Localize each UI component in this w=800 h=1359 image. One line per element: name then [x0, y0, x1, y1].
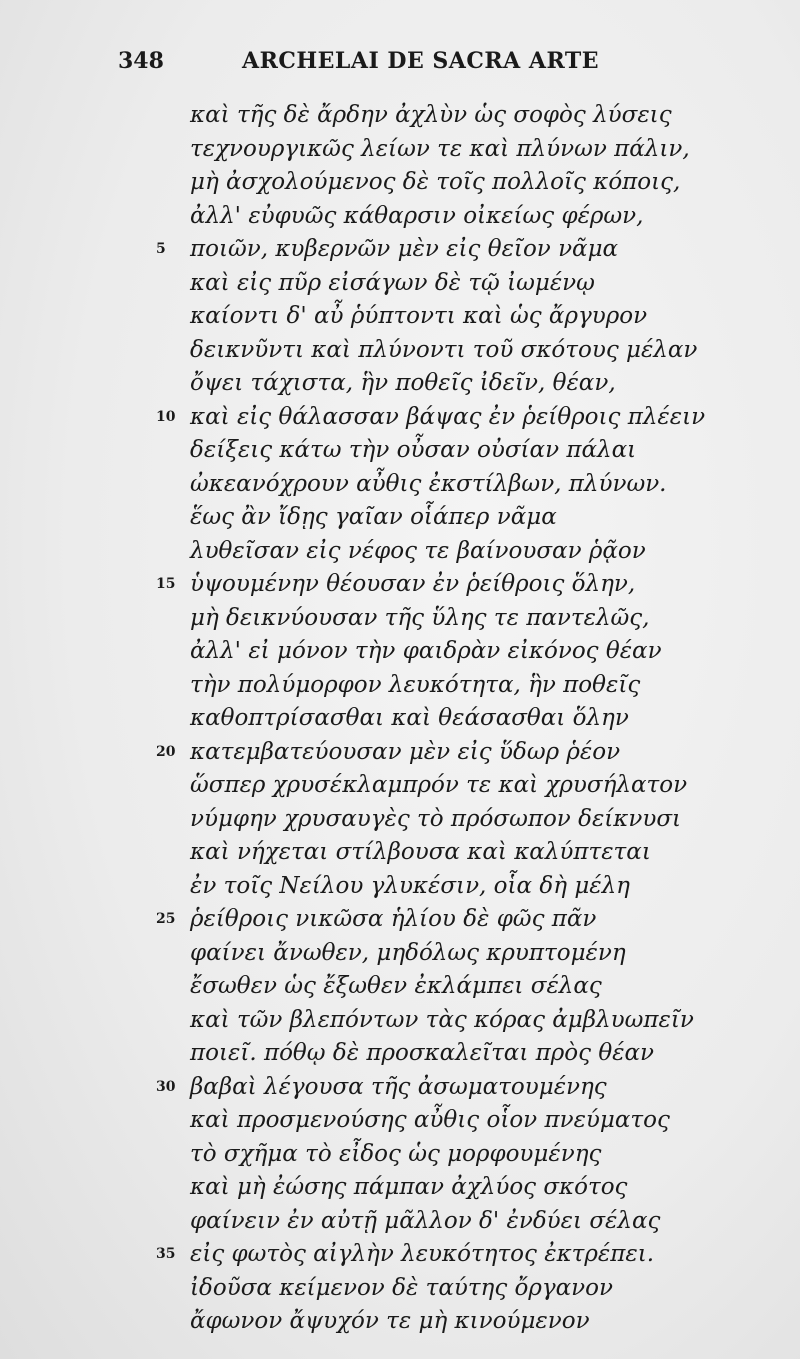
verse-text: καὶ μὴ ἐώσης πάμπαν ἀχλύος σκότος	[190, 1174, 628, 1200]
verse-line	[190, 165, 680, 199]
verse-line	[190, 701, 629, 735]
verse-line	[190, 366, 616, 400]
verse-text: ὠκεανόχρουν αὖθις ἐκστίλβων, πλύνων.	[190, 470, 667, 497]
verse-line	[190, 768, 687, 802]
verse-text: τεχνουργικῶς λείων τε καὶ πλύνων πάλιν,	[190, 135, 690, 162]
verse-text: ἄφωνον ἄψυχόν τε μὴ κινούμενον	[190, 1308, 590, 1334]
verse-text: νύμφην χρυσαυγὲς τὸ πρόσωπον δείκνυσι	[190, 805, 682, 832]
verse-text: κατεμβατεύουσαν μὲν εἰς ὕδωρ ῥέον	[190, 738, 621, 765]
verse-text: δεικνῦντι καὶ πλύνοντι τοῦ σκότους μέλαν	[190, 336, 698, 363]
verse-line	[190, 668, 640, 702]
verse-text: φαίνειν ἐν αὐτῇ μᾶλλον δ' ἐνδύει σέλας	[190, 1207, 661, 1234]
verse-text: καὶ τῶν βλεπόντων τὰς κόρας ἀμβλυωπεῖν	[190, 1006, 694, 1033]
line-number: 10	[156, 408, 176, 425]
verse-text: καὶ εἰς θάλασσαν βάψας ἐν ῥείθροις πλέειν	[190, 403, 706, 430]
verse-line	[190, 1036, 654, 1070]
verse-text: ῥείθροις νικῶσα ἡλίου δὲ φῶς πᾶν	[190, 906, 597, 932]
verse-line	[190, 299, 647, 333]
verse-line	[156, 567, 636, 601]
verse-line	[190, 433, 636, 467]
verse-line	[190, 969, 602, 1003]
verse-text: ἀλλ' εὐφυῶς κάθαρσιν οἰκείως φέρων,	[190, 202, 644, 229]
verse-text: ποιεῖ. πόθῳ δὲ προσκαλεῖται πρὸς θέαν	[190, 1040, 655, 1066]
running-title: ARCHELAI DE SACRA ARTE	[242, 48, 599, 74]
verse-text: εἰς φωτὸς αἰγλὴν λευκότητος ἐκτρέπει.	[190, 1241, 655, 1267]
verse-text: ὥσπερ χρυσέκλαμπρόν τε καὶ χρυσήλατον	[190, 772, 688, 798]
verse-text: καὶ νήχεται στίλβουσα καὶ καλύπτεται	[190, 839, 651, 865]
verse-line	[190, 601, 649, 635]
verse-line	[190, 936, 626, 970]
verse-text: τὴν πολύμορφον λευκότητα, ἣν ποθεῖς	[190, 671, 641, 698]
line-number: 35	[156, 1246, 176, 1262]
verse-text: ὄψει τάχιστα, ἣν ποθεῖς ἰδεῖν, θέαν,	[190, 370, 616, 396]
verse-line	[190, 132, 690, 166]
verse-line	[190, 333, 697, 367]
verse-text: φαίνει ἄνωθεν, μηδόλως κρυπτομένη	[190, 939, 626, 966]
verse-line	[190, 199, 643, 233]
verse-line	[190, 98, 672, 132]
line-number: 30	[156, 1078, 176, 1095]
verse-line	[190, 835, 651, 869]
verse-text: λυθεῖσαν εἰς νέφος τε βαίνουσαν ῥᾷον	[190, 537, 646, 564]
verse-text: ἐν τοῖς Νείλου γλυκέσιν, οἷα δὴ μέλη	[190, 872, 630, 899]
verse-line	[190, 869, 630, 903]
line-number: 20	[156, 743, 176, 760]
verse-text: καθοπτρίσασθαι καὶ θεάσασθαι ὅλην	[190, 705, 629, 731]
verse-text: μὴ ἀσχολούμενος δὲ τοῖς πολλοῖς κόποις,	[190, 169, 681, 195]
verse-text: καὶ τῆς δὲ ἄρδην ἀχλὺν ὡς σοφὸς λύσεις	[190, 102, 672, 128]
verse-line	[156, 1070, 607, 1104]
verse-text: ὑψουμένην θέουσαν ἐν ῥείθροις ὅλην,	[190, 571, 636, 597]
verse-line	[190, 1003, 694, 1037]
verse-text: τὸ σχῆμα τὸ εἶδος ὡς μορφουμένης	[190, 1140, 602, 1167]
verse-line	[190, 1170, 627, 1204]
verse-text: ἕως ἂν ἴδῃς γαῖαν οἷάπερ νᾶμα	[190, 504, 557, 530]
verse-line	[156, 400, 706, 434]
verse-line	[190, 1103, 670, 1137]
verse-line	[190, 266, 595, 300]
verse-line	[190, 467, 667, 501]
verse-line	[156, 735, 621, 769]
verse-line	[190, 1304, 590, 1338]
verse-line	[156, 1237, 655, 1271]
verse-line	[156, 902, 597, 936]
verse-text: ποιῶν, κυβερνῶν μὲν εἰς θεῖον νᾶμα	[190, 236, 619, 262]
verse-text: καίοντι δ' αὖ ῥύπτοντι καὶ ὡς ἄργυρον	[190, 303, 648, 329]
verse-line	[190, 534, 646, 568]
verse-text: δείξεις κάτω τὴν οὖσαν οὐσίαν πάλαι	[190, 437, 637, 463]
page-number: 348	[118, 48, 164, 74]
verse-line	[190, 1137, 601, 1171]
verse-text: καὶ προσμενούσης αὖθις οἷον πνεύματος	[190, 1107, 670, 1133]
line-number: 25	[156, 911, 176, 927]
verse-line	[190, 634, 662, 668]
verse-line	[190, 500, 557, 534]
verse-line	[190, 1204, 660, 1238]
line-number: 5	[156, 241, 166, 257]
verse-text: καὶ εἰς πῦρ εἰσάγων δὲ τῷ ἰωμένῳ	[190, 269, 595, 296]
verse-text: ἔσωθεν ὡς ἔξωθεν ἐκλάμπει σέλας	[190, 973, 602, 999]
verse-text: ἰδοῦσα κείμενον δὲ ταύτης ὄργανον	[190, 1274, 613, 1301]
verse-text: βαβαὶ λέγουσα τῆς ἀσωματουμένης	[190, 1073, 607, 1100]
verse-line	[156, 232, 619, 266]
verse-line	[190, 1271, 613, 1305]
verse-text: μὴ δεικνύουσαν τῆς ὕλης τε παντελῶς,	[190, 604, 650, 631]
line-number: 15	[156, 576, 176, 592]
verse-line	[190, 802, 681, 836]
verse-text: ἀλλ' εἰ μόνον τὴν φαιδρὰν εἰκόνος θέαν	[190, 638, 662, 664]
